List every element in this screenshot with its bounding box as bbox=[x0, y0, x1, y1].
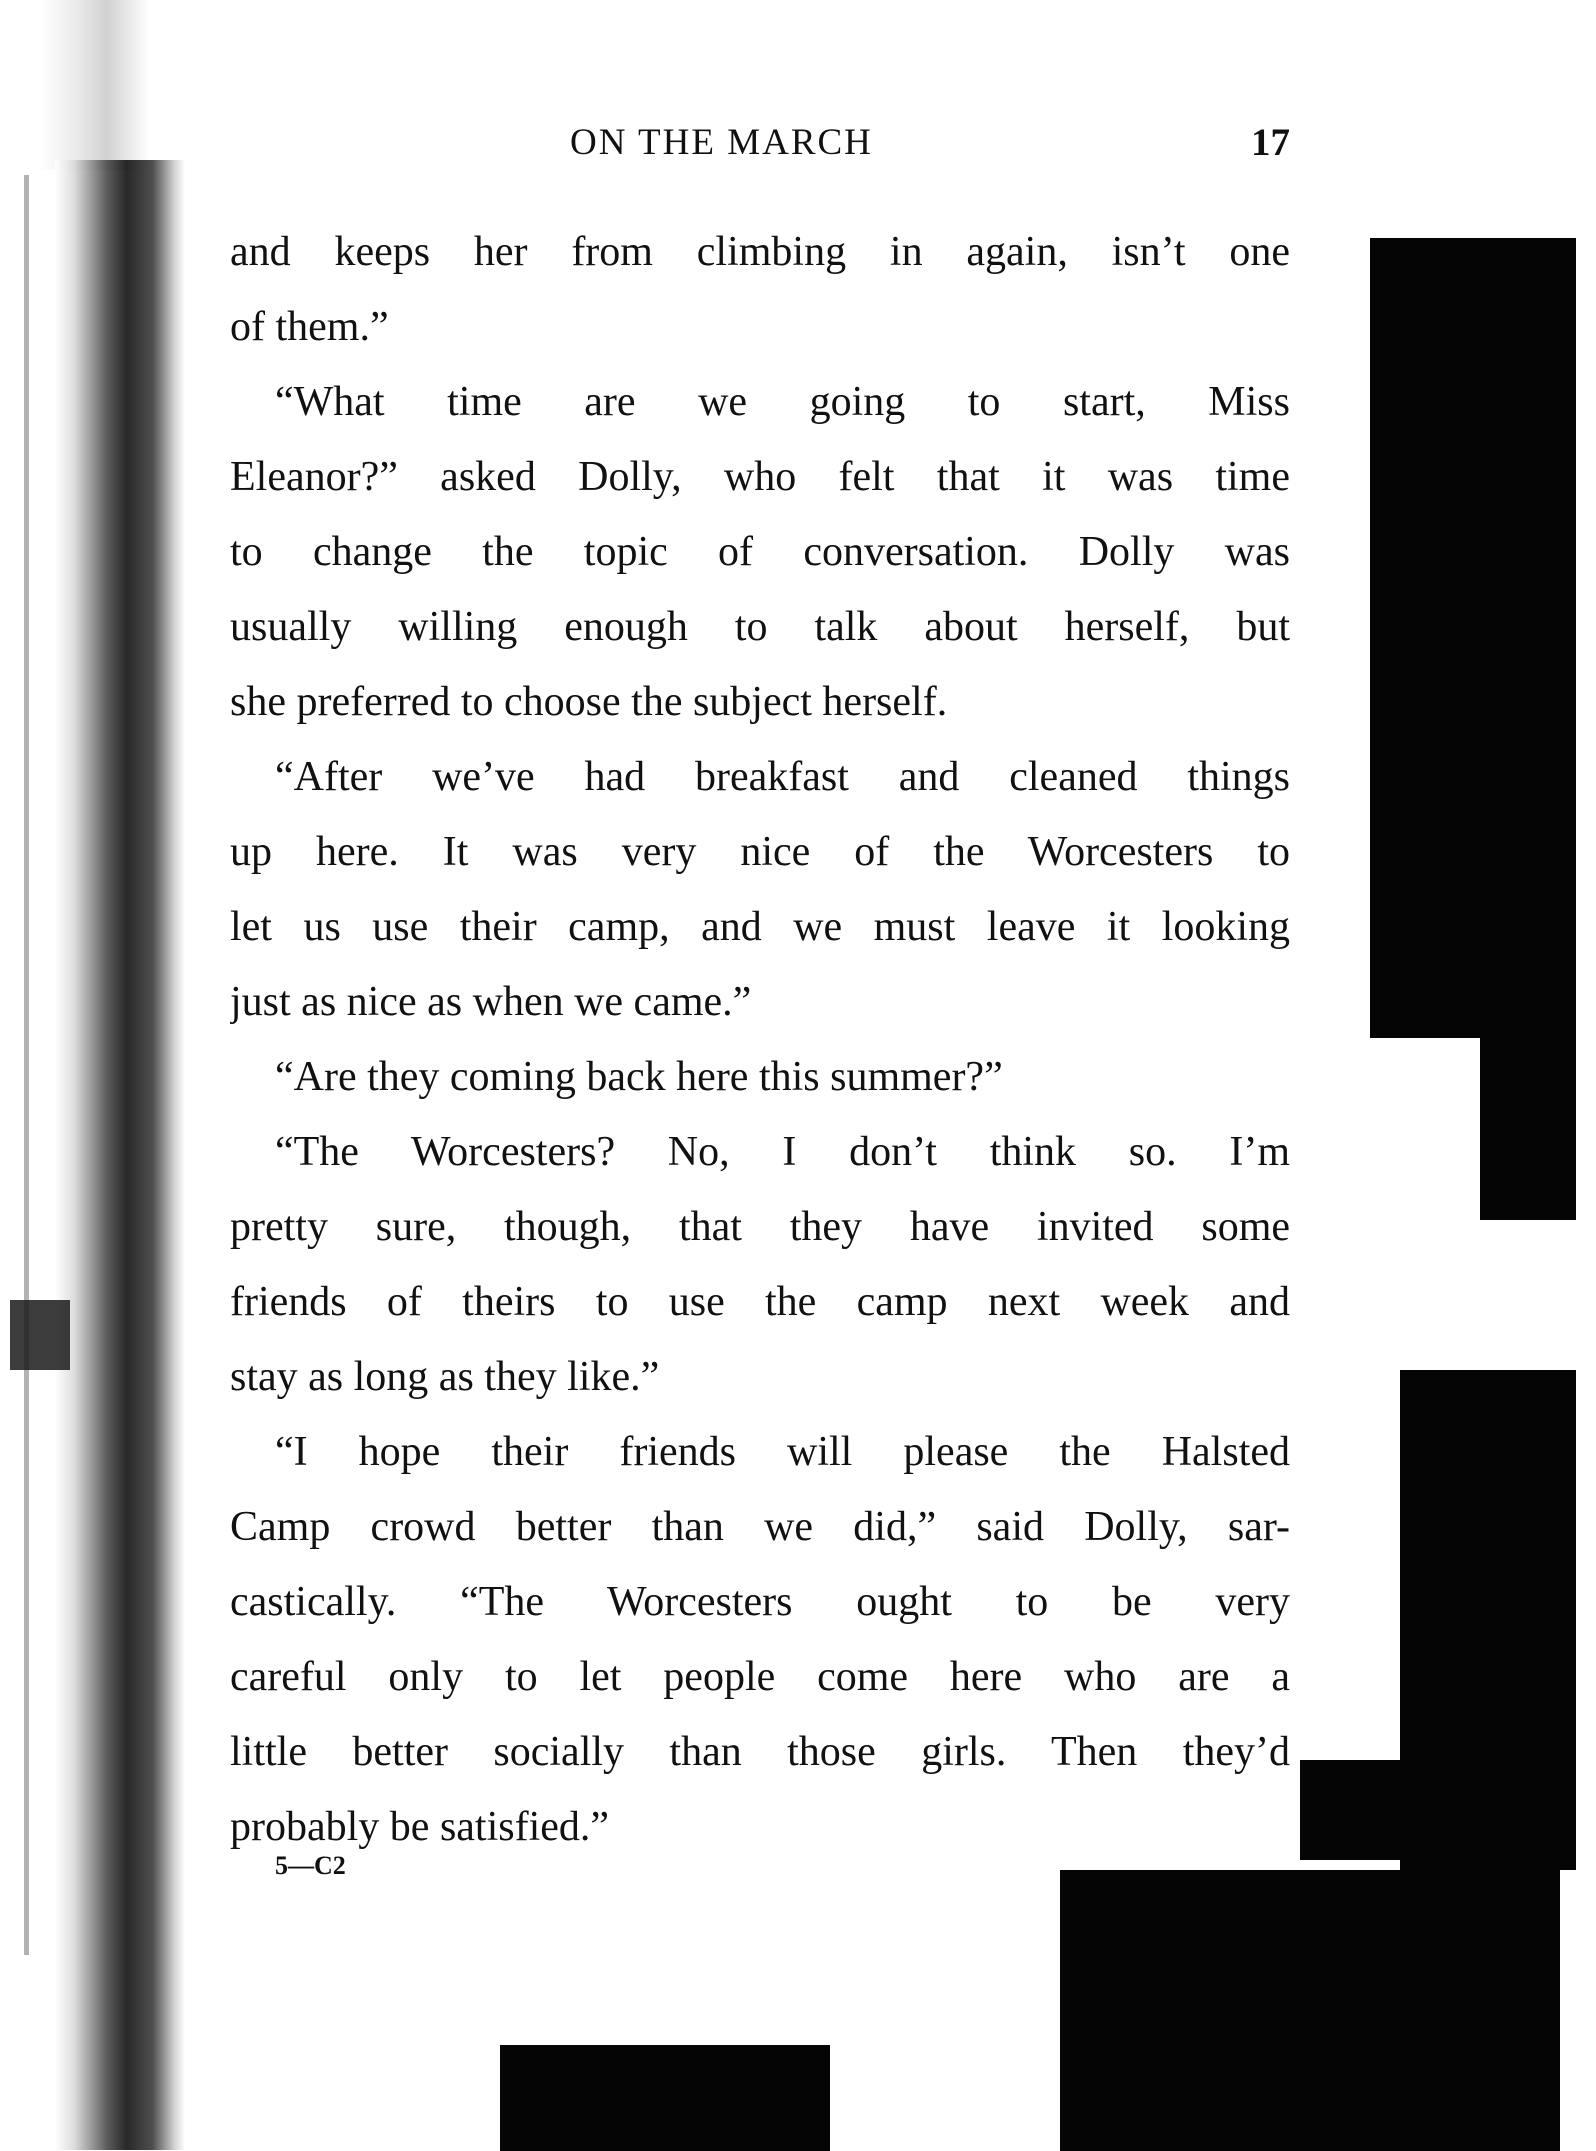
scan-dark-patch-right-bottom bbox=[1060, 1870, 1576, 2151]
text-line: stay as long as they like.” bbox=[230, 1354, 660, 1400]
scan-shadow-top-left bbox=[40, 0, 150, 170]
text-line: let us use their camp, and we must leave it looking bbox=[230, 904, 1290, 950]
running-head bbox=[230, 118, 1290, 168]
text-line: little better socially than those girls. Then they’d bbox=[230, 1729, 1290, 1775]
page-body-text bbox=[230, 215, 1290, 1865]
text-line: “The Worcesters? No, I don’t think so. I’m bbox=[275, 1129, 1290, 1175]
text-line: she preferred to choose the subject herself. bbox=[230, 679, 948, 725]
text-line: Camp crowd better than we did,” said Dolly, sar- bbox=[230, 1504, 1290, 1550]
scan-dark-patch-right-lower bbox=[1300, 1760, 1576, 1860]
text-line: “Are they coming back here this summer?” bbox=[275, 1054, 1003, 1100]
page-number: 17 bbox=[1251, 121, 1290, 164]
text-line: and keeps her from climbing in again, isn’t one bbox=[230, 229, 1290, 275]
scan-edge-line bbox=[24, 175, 29, 1955]
scan-dark-patch-right-step bbox=[1480, 1030, 1576, 1220]
text-line: friends of theirs to use the camp next week and bbox=[230, 1279, 1290, 1325]
text-line: just as nice as when we came.” bbox=[230, 979, 752, 1025]
text-line: castically. “The Worcesters ought to be very bbox=[230, 1579, 1290, 1625]
scan-dark-patch-right-top bbox=[1370, 238, 1576, 1038]
scan-edge-white bbox=[1560, 1870, 1596, 2151]
text-line: “What time are we going to start, Miss bbox=[275, 379, 1290, 425]
text-line: usually willing enough to talk about herself, but bbox=[230, 604, 1290, 650]
running-head-title: ON THE MARCH bbox=[570, 122, 873, 163]
text-line: to change the topic of conversation. Dolly was bbox=[230, 529, 1290, 575]
text-line: of them.” bbox=[230, 304, 389, 350]
text-line: careful only to let people come here who are a bbox=[230, 1654, 1290, 1700]
scan-gutter-shadow bbox=[55, 160, 185, 2150]
signature-mark: 5—C2 bbox=[275, 1851, 346, 1880]
text-line: up here. It was very nice of the Worcesters to bbox=[230, 829, 1290, 875]
text-line: pretty sure, though, that they have invited some bbox=[230, 1204, 1290, 1250]
scan-dark-patch-left bbox=[10, 1300, 70, 1370]
text-line: “I hope their friends will please the Halsted bbox=[275, 1429, 1290, 1475]
text-line: Eleanor?” asked Dolly, who felt that it was time bbox=[230, 454, 1290, 500]
text-line: “After we’ve had breakfast and cleaned things bbox=[275, 754, 1290, 800]
text-line: probably be satisfied.” bbox=[230, 1804, 610, 1850]
scan-dark-patch-bottom bbox=[500, 2045, 830, 2151]
